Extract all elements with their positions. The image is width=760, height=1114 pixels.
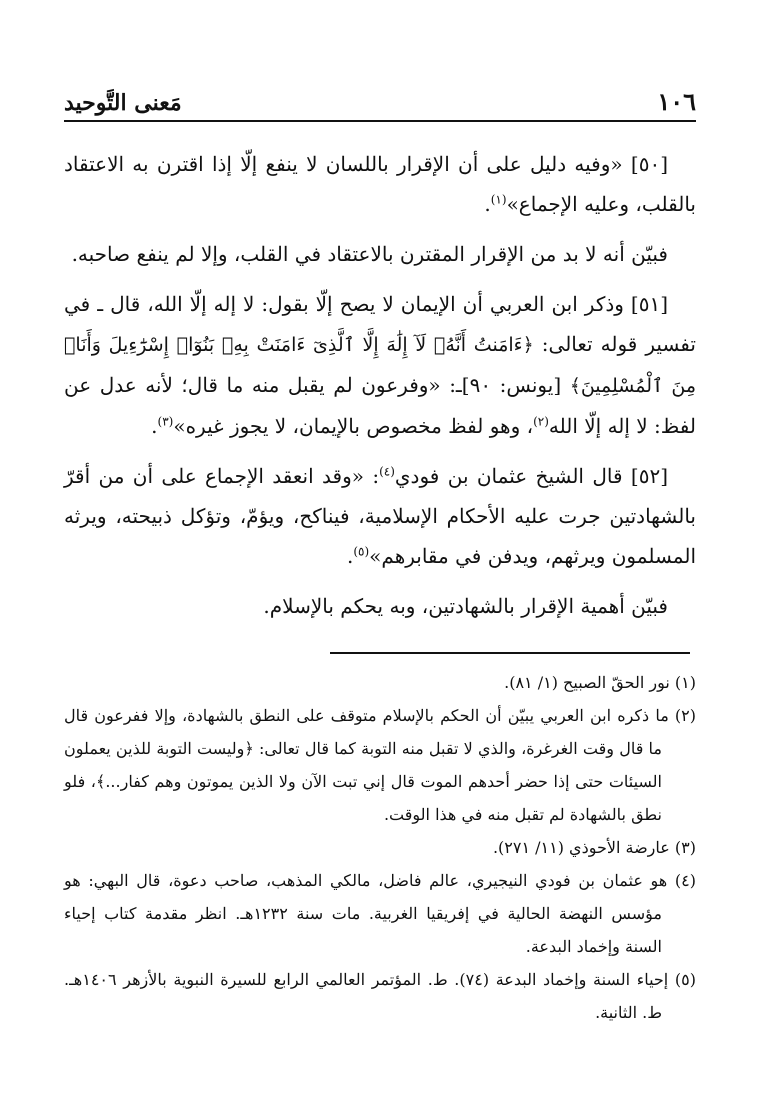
footnotes — [64, 666, 696, 1029]
footnote-3: (٣) عارضة الأحوذي (١١/ ٢٧١). — [492, 838, 696, 857]
footnote-2: (٢) ما ذكره ابن العربي يبيّن أن الحكم بالإسلام متوقف على النطق بالشهادة، وإلا ففرعون قال ما قال وقت الغرغرة، والذي لا تقبل منه التوبة كما قال تعالى: ﴿وليست التوبة للذين يعملون السيئات حتى إذا حضر أحدهم الموت قال إني تبت الآن ولا الذين يموتون وهم كفار...﴾، فلو نطق بالشهادة لم تقبل منه في هذا الوقت. — [64, 706, 696, 824]
footnote-4: (٤) هو عثمان بن فودي النيجيري، عالم فاضل، مالكي المذهب، صاحب دعوة، قال البهي: هو مؤسس النهضة الحالية في إفريقيا الغربية. مات سنة ١٢٣٢هـ. انظر مقدمة كتاب إحياء السنة وإخماد البدعة. — [64, 871, 696, 956]
quran-verse: ﴿ءَامَنتُ أَنَّهُۥ لَآ إِلَٰهَ إِلَّا ٱلَّذِىٓ ءَامَنَتْ بِهِۦ بَنُوٓا۟ إِسْرَٰٓءِيلَ وَأَنَا۠ مِنَ ٱلْمُسْلِمِينَ﴾ — [64, 334, 697, 397]
footnote-ref-1: (١) — [490, 192, 507, 207]
paragraph-52: [٥٢] قال الشيخ عثمان بن فودي$^{(٤)}$: «وقد انعقد الإجماع على أن من أقرّ بالشهادتين جرت عليه الأحكام الإسلامية، فيناكح، ويؤمّ، وتؤكل ذبيحته، ويرثه المسلمون ويرثهم، ويدفن في مقابرهم»$^{(٥)}$. — [64, 464, 696, 568]
footnote-ref-3: (٣) — [157, 414, 174, 429]
page-header — [64, 82, 696, 122]
paragraph-conclusion-2: فبيّن أهمية الإقرار بالشهادتين، وبه يحكم بالإسلام. — [263, 594, 668, 618]
footnote-ref-5: (٥) — [353, 544, 370, 559]
page-number: ١٠٦ — [657, 87, 696, 116]
footnote-divider — [330, 652, 690, 654]
paragraph-50: [٥٠] «وفيه دليل على أن الإقرار باللسان لا ينفع إلّا إذا اقترن به الاعتقاد بالقلب، وعليه الإجماع»$^{(١)}$. — [64, 152, 696, 216]
main-text — [64, 144, 696, 636]
running-title: مَعنى التَّوحيد — [64, 90, 182, 116]
footnote-ref-4: (٤) — [379, 464, 395, 479]
footnote-5: (٥) إحياء السنة وإخماد البدعة (٧٤). ط. المؤتمر العالمي الرابع للسيرة النبوية بالأزهر ١٤٠٦هـ. ط. الثانية. — [64, 970, 697, 1022]
paragraph-conclusion-1: فبيّن أنه لا بد من الإقرار المقترن بالاعتقاد في القلب، وإلا لم ينفع صاحبه. — [71, 242, 668, 266]
footnote-1: (١) نور الحقّ الصبيح (١/ ٨١). — [504, 673, 696, 692]
footnote-ref-2: (٢) — [533, 414, 549, 429]
paragraph-51: [٥١] وذكر ابن العربي أن الإيمان لا يصح إلّا بقول: لا إله إلّا الله، قال ـ في تفسير قوله تعالى: ﴿ءَامَنتُ أَنَّهُۥ لَآ إِلَٰهَ إِلَّا ٱلَّذِىٓ ءَامَنَتْ بِهِۦ بَنُوٓا۟ إِسْرَٰٓءِيلَ وَأَنَا۠ مِنَ ٱلْمُسْلِمِينَ﴾ [يونس: ٩٠]ـ: «وفرعون لم يقبل منه ما قال؛ لأنه عدل عن لفظ: لا إله إلّا الله$^{(٢)}$، وهو لفظ مخصوص بالإيمان، لا يجوز غيره»$^{(٣)}$. — [64, 292, 697, 438]
